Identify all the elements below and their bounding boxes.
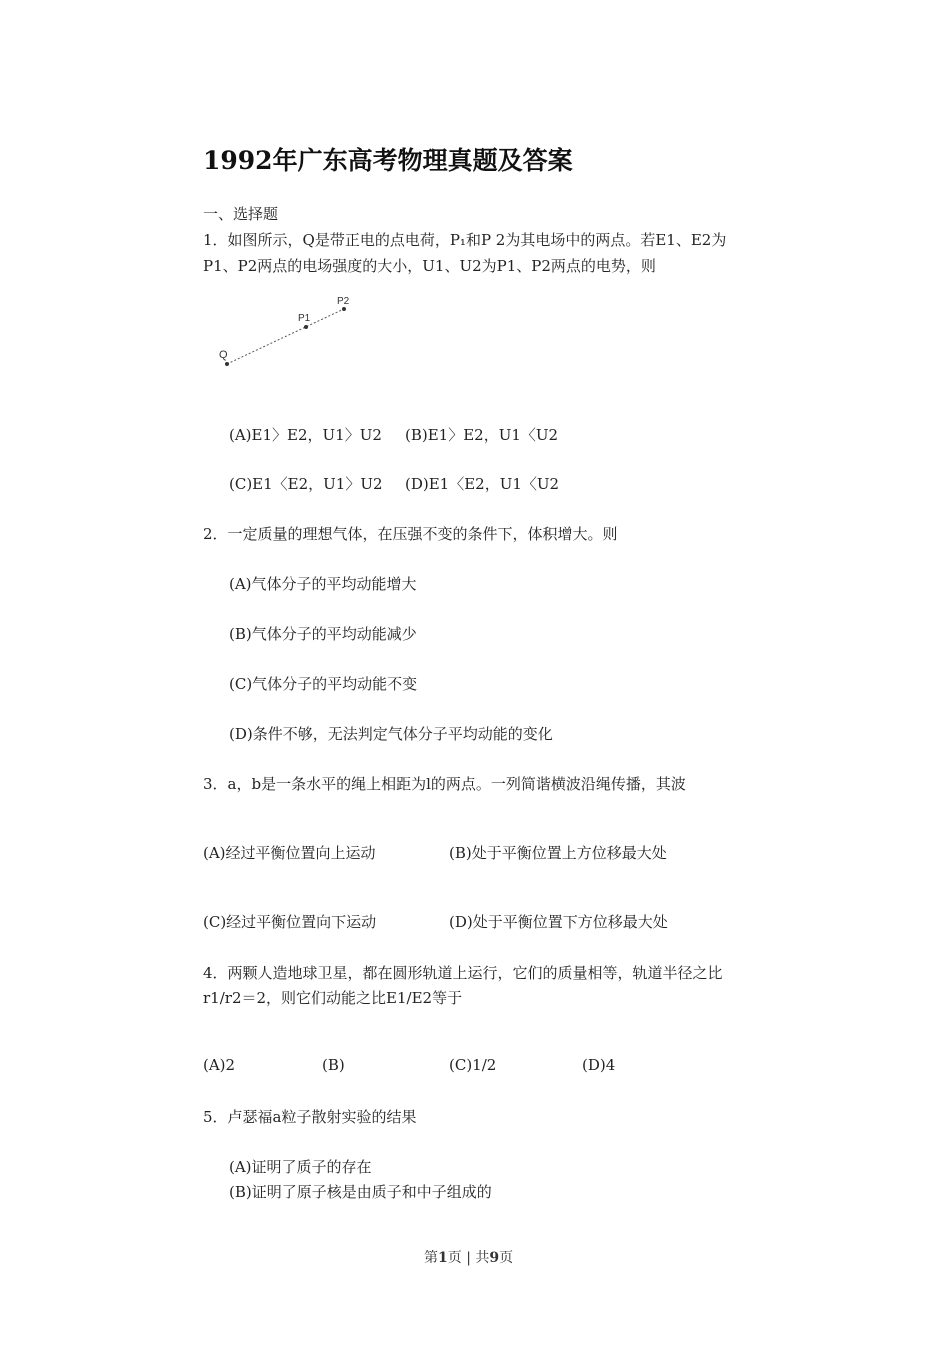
q1-option-b: (B)E1〉E2，U1〈U2 bbox=[405, 426, 559, 444]
section-heading: 一、选择题 bbox=[203, 205, 279, 223]
label-p1: P1 bbox=[298, 313, 311, 324]
q1-option-d: (D)E1〈E2，U1〈U2 bbox=[405, 475, 560, 493]
q2-option-a: (A)气体分子的平均动能增大 bbox=[229, 575, 417, 593]
q1-field-figure bbox=[213, 292, 363, 372]
q2-stem: 2．一定质量的理想气体，在压强不变的条件下，体积增大。则 bbox=[203, 525, 618, 543]
q1-option-c: (C)E1〈E2，U1〉U2 bbox=[229, 475, 383, 493]
page-title: 1992年广东高考物理真题及答案 bbox=[203, 146, 573, 175]
q3-stem: 3．a，b是一条水平的绳上相距为l的两点。一列简谐横波沿绳传播，其波 bbox=[203, 775, 686, 793]
page-footer bbox=[424, 1247, 513, 1267]
point-p1 bbox=[304, 325, 308, 329]
q4-option-a: (A)2 bbox=[203, 1056, 236, 1074]
footer-middle: 页 | 共 bbox=[447, 1250, 490, 1266]
q4-option-d: (D)4 bbox=[582, 1056, 616, 1074]
q4-line-2: r1/r2＝2，则它们动能之比E1/E2等于 bbox=[203, 989, 463, 1007]
footer-suffix: 页 bbox=[499, 1250, 514, 1266]
q4-line-1: 4．两颗人造地球卫星，都在圆形轨道上运行，它们的质量相等，轨道半径之比 bbox=[203, 964, 723, 982]
q5-stem: 5．卢瑟福a粒子散射实验的结果 bbox=[203, 1108, 417, 1126]
q1-line-1: 1．如图所示，Q是带正电的点电荷，P₁和P 2为其电场中的两点。若E1、E2为 bbox=[203, 231, 727, 249]
q3-option-b: (B)处于平衡位置上方位移最大处 bbox=[449, 844, 667, 862]
q3-option-d: (D)处于平衡位置下方位移最大处 bbox=[449, 913, 668, 931]
q3-option-c: (C)经过平衡位置向下运动 bbox=[203, 913, 377, 931]
q1-option-a: (A)E1〉E2，U1〉U2 bbox=[229, 426, 382, 444]
label-q: Q bbox=[219, 349, 228, 361]
footer-total-pages: 9 bbox=[489, 1250, 500, 1266]
q5-option-b: (B)证明了原子核是由质子和中子组成的 bbox=[229, 1183, 492, 1201]
point-p2 bbox=[342, 307, 346, 311]
charge-q-point bbox=[225, 362, 229, 366]
q2-option-b: (B)气体分子的平均动能减少 bbox=[229, 625, 417, 643]
q5-option-a: (A)证明了质子的存在 bbox=[229, 1158, 372, 1176]
q4-option-b: (B) bbox=[322, 1056, 345, 1074]
footer-prefix: 第 bbox=[424, 1250, 438, 1266]
footer-page-number: 1 bbox=[438, 1250, 448, 1266]
q4-option-c: (C)1/2 bbox=[449, 1056, 497, 1074]
q1-line-2: P1、P2两点的电场强度的大小，U1、U2为P1、P2两点的电势，则 bbox=[203, 257, 656, 275]
label-p2: P2 bbox=[337, 296, 350, 307]
q3-option-a: (A)经过平衡位置向上运动 bbox=[203, 844, 376, 862]
field-line bbox=[227, 308, 346, 364]
q2-option-d: (D)条件不够，无法判定气体分子平均动能的变化 bbox=[229, 725, 553, 743]
q2-option-c: (C)气体分子的平均动能不变 bbox=[229, 675, 418, 693]
